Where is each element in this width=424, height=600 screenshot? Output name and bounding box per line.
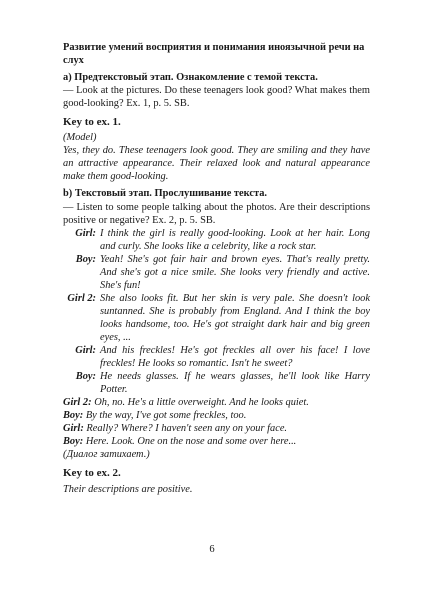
dialogue-line <box>63 370 370 396</box>
dialogue-line <box>63 344 370 370</box>
speaker-label: Girl 2: <box>67 292 96 304</box>
dialogue-fade-note: (Диалог затихает.) <box>63 449 150 461</box>
stage-b-prompt: — Listen to some people talking about the photos. Are their descriptions positive or negative? Ex. 2, p. 5. SB. <box>63 201 370 226</box>
page-content <box>63 41 370 496</box>
key-2-title: Key to ex. 2. <box>63 467 121 480</box>
dialogue-text: I think the girl is really good-looking. Look at her hair. Long and curly. She looks like a celebrity, like a rock star. <box>100 227 370 252</box>
key-1-text: Yes, they do. These teenagers look good. They are smiling and they have an attractive appearance. Their relaxed look and natural appearance make them good-looking. <box>63 145 370 183</box>
speaker-label: Girl: <box>75 227 96 239</box>
speaker-label: Girl 2: <box>63 397 92 409</box>
speaker-label: Boy: <box>63 410 84 422</box>
dialogue-line <box>63 435 370 448</box>
dialogue-text: He needs glasses. If he wears glasses, he'll look like Harry Potter. <box>100 371 370 396</box>
speaker-label: Boy: <box>75 253 96 265</box>
dialogue-line <box>63 292 370 344</box>
dialogue-line <box>63 253 370 292</box>
speaker-label: Boy: <box>75 371 96 383</box>
dialogue-line <box>63 422 370 435</box>
dialogue-line <box>63 396 370 409</box>
section-heading: Развитие умений восприятия и понимания иноязычной речи на слух <box>63 42 365 67</box>
dialogue-text: Really? Where? I haven't seen any on your face. <box>86 423 288 435</box>
key-1-title: Key to ex. 1. <box>63 116 121 129</box>
dialogue-text: She also looks fit. But her skin is very pale. She doesn't look suntanned. She is probably from England. And I think the boy looks handsome, too. He's got straight dark hair and big green eyes, ... <box>100 292 370 343</box>
dialogue-text: Yeah! She's got fair hair and brown eyes. That's really pretty. And she's got a nice smile. She looks very friendly and active. She's fun! <box>100 253 370 291</box>
dialogue-line <box>63 227 370 253</box>
page-number: 6 <box>209 544 215 555</box>
speaker-label: Girl: <box>63 423 84 435</box>
dialogue-text: Oh, no. He's a little overweight. And he looks quiet. <box>94 397 309 409</box>
key-2-text: Their descriptions are positive. <box>63 483 193 495</box>
dialogue-text: By the way, I've got some freckles, too. <box>85 410 247 422</box>
dialogue-text: And his freckles! He's got freckles all over his face! I love freckles! He looks so romantic. Isn't he sweet? <box>100 345 370 370</box>
stage-b-title: b) Текстовый этап. Прослушивание текста. <box>63 188 268 200</box>
dialogue-line <box>63 409 370 422</box>
key-1-model: (Model) <box>63 132 97 144</box>
stage-a-prompt: — Look at the pictures. Do these teenagers look good? What makes them good-looking? Ex. 1, p. 5. SB. <box>63 85 370 110</box>
speaker-label: Girl: <box>75 345 96 357</box>
dialogue-text: Here. Look. One on the nose and some over here... <box>85 436 297 448</box>
stage-a-title: a) Предтекстовый этап. Ознакомление с темой текста. <box>63 72 318 84</box>
speaker-label: Boy: <box>63 436 84 448</box>
